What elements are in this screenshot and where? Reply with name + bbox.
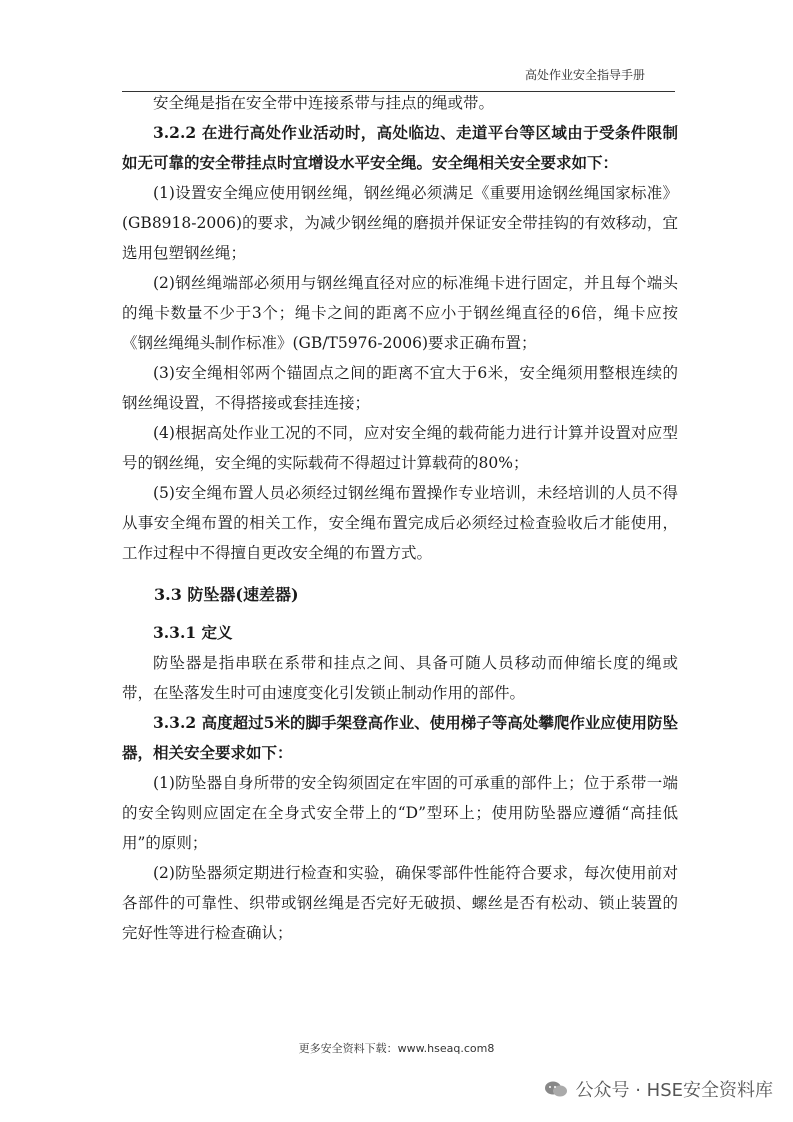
paragraph-safety-rope-definition: 安全绳是指在安全带中连接系带与挂点的绳或带。 (153, 94, 495, 112)
watermark-text: 公众号 · HSE安全资料库 (575, 1080, 773, 1101)
paragraph-item-3: (3)安全绳相邻两个锚固点之间的距离不宜大于6米，安全绳须用整根连续的钢丝绳设置，不得搭接或套挂连接； (122, 364, 678, 412)
paragraph-arrester-item-1: (1)防坠器自身所带的安全钩须固定在牢固的可承重的部件上；位于系带一端的安全钩则应固定在全身式安全带上的“D”型环上；使用防坠器应遵循“高挂低用”的原则； (122, 774, 678, 852)
section-heading-3-3: 3.3 防坠器(速差器) (154, 585, 299, 604)
wechat-icon (544, 1080, 568, 1098)
running-header: 高处作业安全指导手册 (524, 68, 645, 82)
paragraph-3-2-2: 3.2.2 在进行高处作业活动时，高处临边、走道平台等区域由于受条件限制如无可靠的安全带挂点时宜增设水平安全绳。安全绳相关安全要求如下： (122, 123, 678, 172)
paragraph-item-1: (1)设置安全绳应使用钢丝绳，钢丝绳必须满足《重要用途钢丝绳国家标准》(GB8918-2006)的要求，为减少钢丝绳的磨损并保证安全带挂钩的有效移动，宜选用包塑钢丝绳； (122, 184, 678, 262)
watermark (544, 1076, 774, 1102)
paragraph-item-4: (4)根据高处作业工况的不同，应对安全绳的载荷能力进行计算并设置对应型号的钢丝绳，安全绳的实际载荷不得超过计算载荷的80%； (122, 424, 678, 472)
section-heading-3-3-1: 3.3.1 定义 (153, 623, 233, 642)
footer-download-link[interactable]: 更多安全资料下载：www.hseaq.com8 (298, 1042, 495, 1055)
page-body (122, 88, 678, 948)
paragraph-fall-arrester-definition: 防坠器是指串联在系带和挂点之间、具备可随人员移动而伸缩长度的绳或带，在坠落发生时可由速度变化引发锁止制动作用的部件。 (122, 654, 678, 702)
paragraph-3-3-2: 3.3.2 高度超过5米的脚手架登高作业、使用梯子等高处攀爬作业应使用防坠器，相关安全要求如下： (122, 713, 678, 762)
paragraph-item-5: (5)安全绳布置人员必须经过钢丝绳布置操作专业培训，未经培训的人员不得从事安全绳布置的相关工作，安全绳布置完成后必须经过检查验收后才能使用，工作过程中不得擅自更改安全绳的布置方式。 (122, 484, 678, 562)
paragraph-item-2: (2)钢丝绳端部必须用与钢丝绳直径对应的标准绳卡进行固定，并且每个端头的绳卡数量不少于3个；绳卡之间的距离不应小于钢丝绳直径的6倍，绳卡应按《钢丝绳绳头制作标准》(GB/T5976-2006)要求正确布置； (122, 274, 678, 352)
paragraph-arrester-item-2: (2)防坠器须定期进行检查和实验，确保零部件性能符合要求，每次使用前对各部件的可靠性、织带或钢丝绳是否完好无破损、螺丝是否有松动、锁止装置的完好性等进行检查确认； (122, 864, 678, 942)
